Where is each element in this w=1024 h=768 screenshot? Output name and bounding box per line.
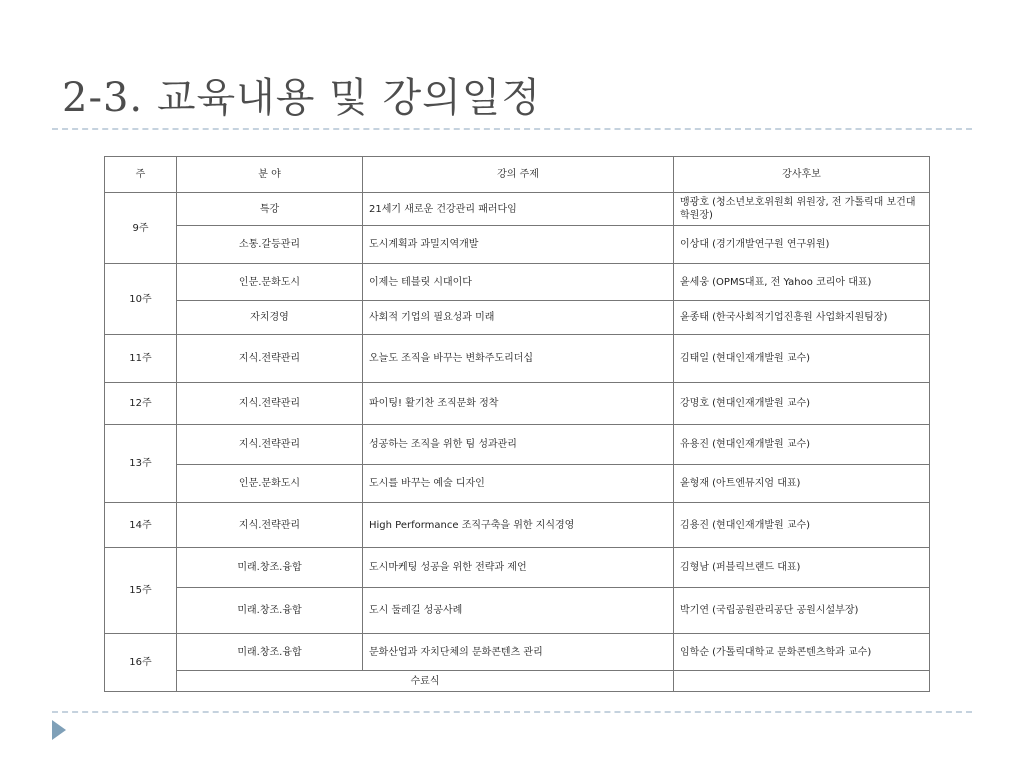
table-row (105, 264, 930, 301)
field-cell: 인문.문화도시 (177, 465, 363, 503)
header-week: 주 (105, 157, 177, 193)
table-row (105, 548, 930, 588)
table-row (105, 301, 930, 335)
week-cell: 10주 (105, 264, 177, 335)
field-cell: 지식.전략관리 (177, 335, 363, 383)
schedule-table (104, 156, 930, 692)
closing-ceremony-cell: 수료식 (177, 671, 674, 692)
instructor-cell: 김태일 (현대인재개발원 교수) (674, 335, 930, 383)
topic-cell: 도시 둘레길 성공사례 (363, 588, 674, 634)
table-row (105, 226, 930, 264)
instructor-cell: 유용진 (현대인재개발원 교수) (674, 425, 930, 465)
field-cell: 미래.창조.융합 (177, 588, 363, 634)
instructor-cell: 맹광호 (청소년보호위원회 위원장, 전 가톨릭대 보건대학원장) (674, 193, 930, 226)
instructor-cell: 임학순 (가톨릭대학교 문화콘텐츠학과 교수) (674, 634, 930, 671)
header-instructor: 강사후보 (674, 157, 930, 193)
table-row (105, 383, 930, 425)
table-row (105, 193, 930, 226)
field-cell: 인문.문화도시 (177, 264, 363, 301)
table-row (105, 588, 930, 634)
instructor-cell: 김용진 (현대인재개발원 교수) (674, 503, 930, 548)
table-row (105, 335, 930, 383)
table-row (105, 671, 930, 692)
empty-cell (674, 671, 930, 692)
topic-cell: 성공하는 조직을 위한 팀 성과관리 (363, 425, 674, 465)
topic-cell: 도시계획과 과밀지역개발 (363, 226, 674, 264)
table-row (105, 425, 930, 465)
field-cell: 특강 (177, 193, 363, 226)
topic-cell: 이제는 테블릿 시대이다 (363, 264, 674, 301)
table-header-row (105, 157, 930, 193)
header-field: 분 야 (177, 157, 363, 193)
field-cell: 소통.갈등관리 (177, 226, 363, 264)
table-row (105, 503, 930, 548)
topic-cell: High Performance 조직구축을 위한 지식경영 (363, 503, 674, 548)
table-row (105, 465, 930, 503)
week-cell: 9주 (105, 193, 177, 264)
instructor-cell: 박기연 (국립공원관리공단 공원시설부장) (674, 588, 930, 634)
table-row (105, 634, 930, 671)
topic-cell: 문화산업과 자치단체의 문화콘텐츠 관리 (363, 634, 674, 671)
week-cell: 11주 (105, 335, 177, 383)
week-cell: 14주 (105, 503, 177, 548)
instructor-cell: 강명호 (현대인재개발원 교수) (674, 383, 930, 425)
field-cell: 미래.창조.융합 (177, 548, 363, 588)
topic-cell: 도시마케팅 성공을 위한 전략과 제언 (363, 548, 674, 588)
slide-title: 2-3. 교육내용 및 강의일정 (62, 75, 542, 121)
instructor-cell: 이상대 (경기개발연구원 연구위원) (674, 226, 930, 264)
top-divider (52, 128, 972, 130)
header-topic: 강의 주제 (363, 157, 674, 193)
instructor-cell: 윤세웅 (OPMS대표, 전 Yahoo 코리아 대표) (674, 264, 930, 301)
bottom-divider (52, 711, 972, 713)
instructor-cell: 윤종태 (한국사회적기업진흥원 사업화지원팀장) (674, 301, 930, 335)
topic-cell: 파이팅! 활기찬 조직문화 정착 (363, 383, 674, 425)
instructor-cell: 김형남 (퍼블릭브랜드 대표) (674, 548, 930, 588)
topic-cell: 오늘도 조직을 바꾸는 변화주도리더십 (363, 335, 674, 383)
field-cell: 지식.전략관리 (177, 425, 363, 465)
field-cell: 지식.전략관리 (177, 503, 363, 548)
week-cell: 15주 (105, 548, 177, 634)
field-cell: 자치경영 (177, 301, 363, 335)
week-cell: 13주 (105, 425, 177, 503)
field-cell: 지식.전략관리 (177, 383, 363, 425)
topic-cell: 사회적 기업의 필요성과 미래 (363, 301, 674, 335)
instructor-cell: 윤형재 (아트엔뮤지엄 대표) (674, 465, 930, 503)
week-cell: 16주 (105, 634, 177, 692)
topic-cell: 21세기 새로운 건강관리 패러다임 (363, 193, 674, 226)
week-cell: 12주 (105, 383, 177, 425)
play-arrow-icon (52, 720, 66, 740)
topic-cell: 도시를 바꾸는 예술 디자인 (363, 465, 674, 503)
field-cell: 미래.창조.융합 (177, 634, 363, 671)
